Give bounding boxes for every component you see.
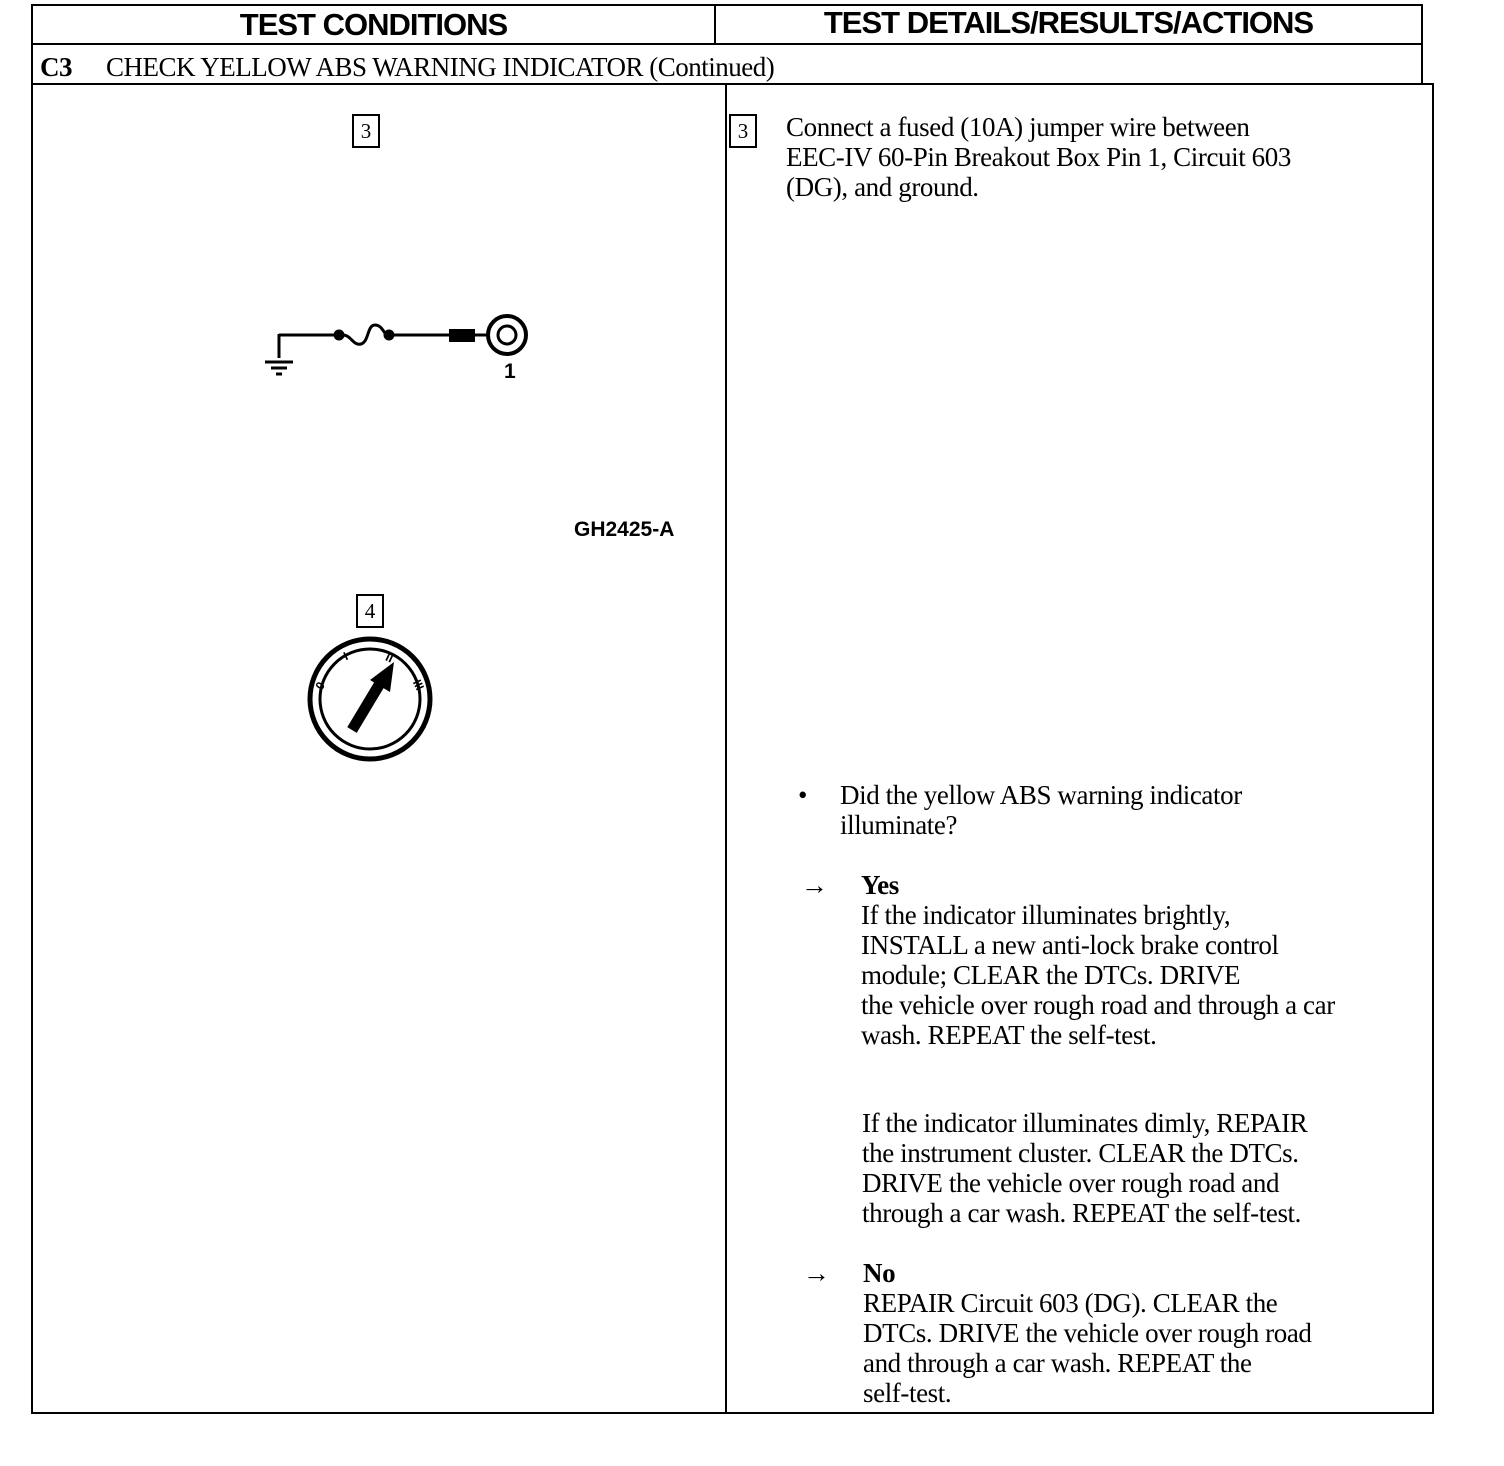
frame-right-line: [1432, 84, 1434, 1414]
question-line: Did the yellow ABS warning indicator: [840, 780, 1242, 810]
yes-dim-line: the instrument cluster. CLEAR the DTCs.: [862, 1138, 1299, 1168]
step-3-line: Connect a fused (10A) jumper wire between: [786, 112, 1250, 142]
jumper-wire-diagram: [255, 310, 545, 390]
ignition-position-0: 0: [312, 679, 328, 693]
step-3-marker-right: 3: [729, 114, 757, 148]
no-arrow-icon: →: [803, 1258, 830, 1288]
yes-line: the vehicle over rough road and through a car: [861, 990, 1335, 1020]
step-3-marker-left: 3: [352, 114, 380, 148]
yes-result: [861, 870, 1335, 1050]
figure-id: GH2425-A: [574, 518, 675, 541]
no-line: REPAIR Circuit 603 (DG). CLEAR the: [863, 1288, 1278, 1318]
question-line: illuminate?: [840, 810, 958, 840]
key-arrow-icon: [352, 662, 394, 730]
yes-dim-result: [862, 1108, 1307, 1228]
step-3-instruction: [786, 112, 1291, 202]
yes-line: INSTALL a new anti-lock brake control: [861, 930, 1279, 960]
yes-line: module; CLEAR the DTCs. DRIVE: [861, 960, 1241, 990]
pin-terminal-icon: [488, 316, 526, 354]
frame-left-line: [31, 4, 33, 1413]
yes-line: If the indicator illuminates brightly,: [861, 900, 1231, 930]
yes-arrow-icon: →: [801, 870, 828, 900]
fuse-icon: [279, 325, 449, 344]
section-title-text: CHECK YELLOW ABS WARNING INDICATOR (Continued): [106, 52, 775, 82]
ignition-position-1: I: [341, 649, 351, 664]
header-test-conditions: TEST CONDITIONS: [239, 7, 508, 42]
step-3-line: EEC-IV 60-Pin Breakout Box Pin 1, Circuit 603: [786, 142, 1291, 172]
column-divider: [725, 84, 727, 1414]
no-label: No: [863, 1258, 896, 1288]
section-code: C3: [40, 52, 72, 82]
step-4-marker-left: 4: [356, 594, 384, 628]
step-3-line: (DG), and ground.: [786, 172, 979, 202]
frame-bottom-line: [43, 1412, 1434, 1414]
no-result: [863, 1258, 1312, 1408]
jumper-clip-icon: [449, 329, 475, 342]
section-title: [40, 50, 774, 84]
question-bullet: •: [798, 780, 808, 810]
yes-dim-line: through a car wash. REPEAT the self-test.: [862, 1198, 1302, 1228]
question-text: [840, 780, 1242, 840]
no-line: and through a car wash. REPEAT the: [863, 1348, 1252, 1378]
ignition-position-2: II: [383, 649, 396, 666]
yes-line: wash. REPEAT the self-test.: [861, 1020, 1157, 1050]
yes-dim-line: If the indicator illuminates dimly, REPAIR: [862, 1108, 1308, 1138]
ground-symbol-icon: [265, 334, 293, 374]
header-test-details: TEST DETAILS/RESULTS/ACTIONS: [823, 5, 1314, 40]
ignition-switch-icon: [306, 638, 436, 768]
ignition-position-3: III: [409, 677, 427, 693]
pin-number-label: 1: [504, 360, 516, 383]
yes-label: Yes: [861, 870, 899, 900]
no-line: DTCs. DRIVE the vehicle over rough road: [863, 1318, 1312, 1348]
yes-dim-line: DRIVE the vehicle over rough road and: [862, 1168, 1280, 1198]
no-line: self-test.: [863, 1378, 952, 1408]
frame-bottom-left-edge: [31, 1412, 45, 1414]
